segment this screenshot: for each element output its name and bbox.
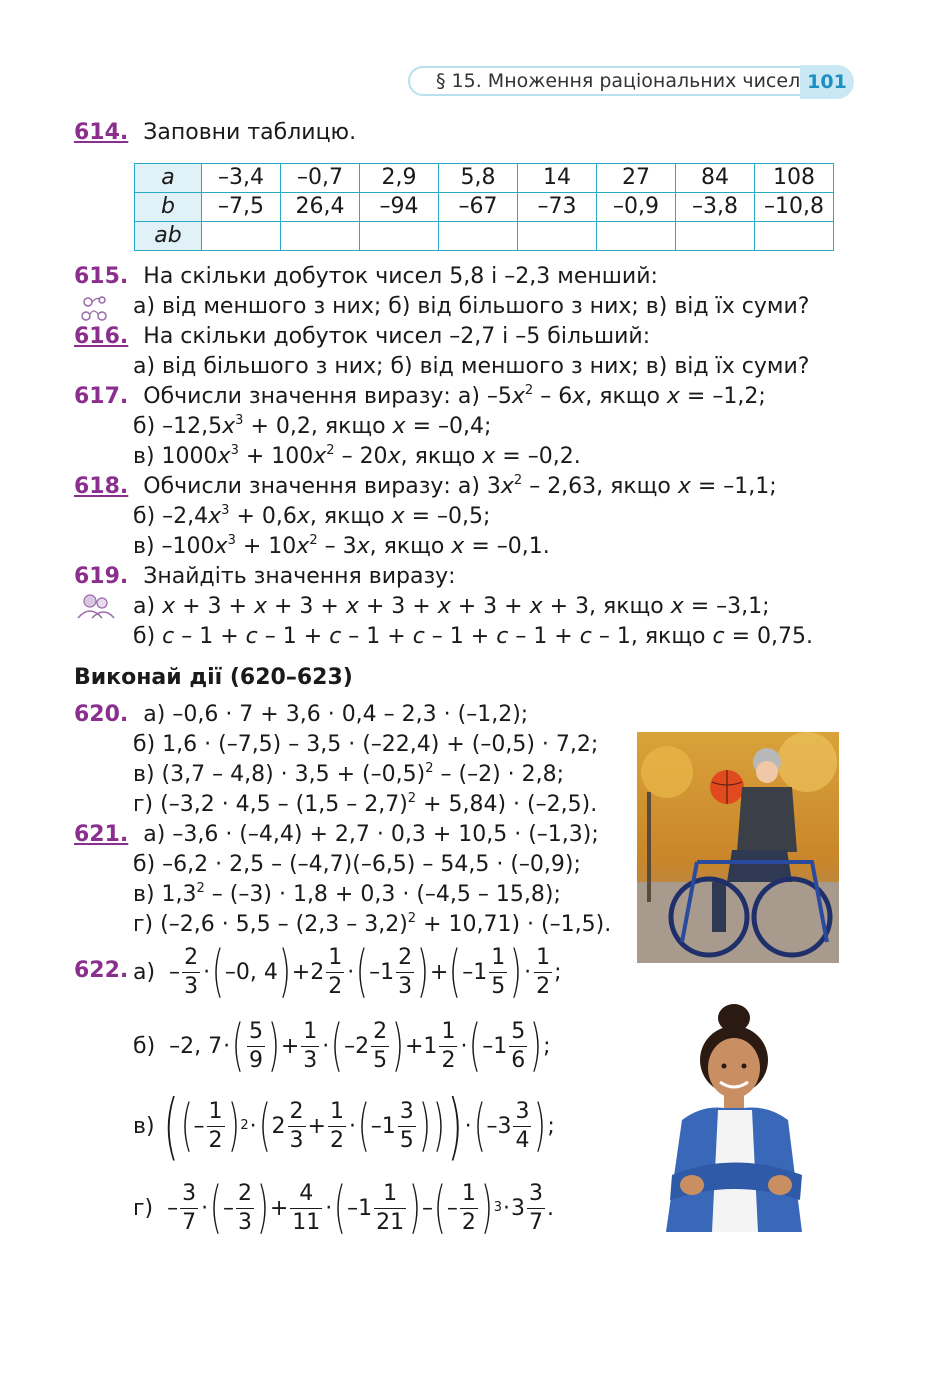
task-621: 621. а) –3,6 · (–4,4) + 2,7 · 0,3 + 10,5 · (–1,3);	[74, 822, 599, 847]
values-table	[134, 163, 834, 251]
task-622-a: а) – 2 3 · ( –0, 4 ) +2 1 2 · ( –1 2 3 ) + ( –1 1 5 ) · 1 2 ;	[133, 939, 562, 1004]
task-621-d: г) (–2,6 · 5,5 – (2,3 – 3,2)$^2$ + 10,71) · (–1,5).	[133, 911, 612, 937]
section-title-header: § 15. Множення раціональних чисел	[436, 70, 801, 92]
row-label: b	[135, 193, 202, 222]
task-617: 617. Обчисли значення виразу: а) $-5x^2 - 6x$, якщо x = –1,2;	[74, 383, 766, 409]
task-616: 616. На скільки добуток чисел –2,7 і –5 більший:	[74, 324, 651, 349]
task-620-c: в) $(3,7 - 4,8) \cdot 3,5 + (-0,5)^2 - (-2) \cdot 2,8$;	[133, 761, 565, 787]
task-618-c: в) $-100x^3 + 10x^2 - 3x$, якщо x = –0,1.	[133, 533, 550, 559]
row-label: ab	[135, 222, 202, 251]
task-617-c: в) $1000x^3 + 100x^2 - 20x$, якщо x = –0,2.	[133, 443, 581, 469]
task-622: 622.	[74, 958, 129, 983]
task-619-b: б) c – 1 + c – 1 + c – 1 + c – 1 + c – 1 + c – 1, якщо c = 0,75.	[133, 624, 814, 649]
task-615-options: а) від меншого з них; б) від більшого з них; в) від їх суми?	[133, 294, 810, 319]
table-row-ab	[135, 222, 834, 251]
task-621-c: в) $1,3^2 - (-3) \cdot 1,8 + 0,3 \cdot (-4,5 - 15,8)$;	[133, 881, 561, 907]
page-number: 101	[800, 65, 854, 99]
task-618: 618. Обчисли значення виразу: а) $3x^2 - 2,63$, якщо x = –1,1;	[74, 473, 777, 499]
pair-work-icon	[76, 592, 116, 620]
task-622-d: г) – 3 7 · ( – 2 3 ) + $\frac{4}{11}$ · ( –1 1 21 ) – ( – 1 2 ) 3 · 3 3 7 .	[133, 1175, 555, 1240]
table-row-b: b –7,5 26,4 –94 –67 –73 –0,9 –3,8 –10,8	[135, 193, 834, 222]
task-616-options: а) від більшого з них; б) від меншого з них; в) від їх суми?	[133, 354, 810, 379]
task-620: 620. а) –0,6 · 7 + 3,6 · 0,4 – 2,3 · (–1,2);	[74, 702, 529, 727]
task-615: 615. На скільки добуток чисел 5,8 і –2,3 менший:	[74, 264, 658, 289]
task-621-b: б) –6,2 · 2,5 – (–4,7)(–6,5) – 54,5 · (–0,9);	[133, 852, 581, 877]
task-number: 614.	[74, 120, 129, 145]
task-617-b: б) $-12,5x^3 + 0,2$, якщо x = –0,4;	[133, 413, 492, 439]
task-614	[74, 118, 356, 148]
section-heading: Виконай дії (620–623)	[74, 665, 353, 690]
table-row-a: a –3,4 –0,7 2,9 5,8 14 27 84 108	[135, 164, 834, 193]
girl-image	[662, 1000, 822, 1232]
row-label: a	[135, 164, 202, 193]
group-work-icon	[78, 294, 112, 324]
task-text: Заповни таблицю.	[143, 120, 357, 145]
task-620-d: г) (–3,2 · 4,5 – (1,5 – 2,7)$^2$ + 5,84) · (–2,5).	[133, 791, 598, 817]
task-618-b: б) $-2,4x^3 + 0,6x$, якщо x = –0,5;	[133, 503, 491, 529]
boy-wheelchair-image	[637, 732, 839, 963]
task-622-b: б) –2, 7 · ( 5 9 ) + $\frac{1}{3}$ · ( –2 2 5 ) +1 1 2 · ( –1 5 6 ) ;	[133, 1013, 551, 1078]
task-619: 619. Знайдіть значення виразу:	[74, 564, 456, 589]
task-620-b: б) 1,6 · (–7,5) – 3,5 · (–22,4) + (–0,5) · 7,2;	[133, 732, 599, 757]
task-619-a: а) x + 3 + x + 3 + x + 3 + x + 3 + x + 3, якщо x = –3,1;	[133, 594, 770, 619]
task-622-c: в) ( ( – 1 2 ) 2 · ( 2 2 3 + $\frac{1}{2}$ · ( –1 3 5 ) ) ) · ( –3 3 4 ) ;	[133, 1084, 555, 1168]
